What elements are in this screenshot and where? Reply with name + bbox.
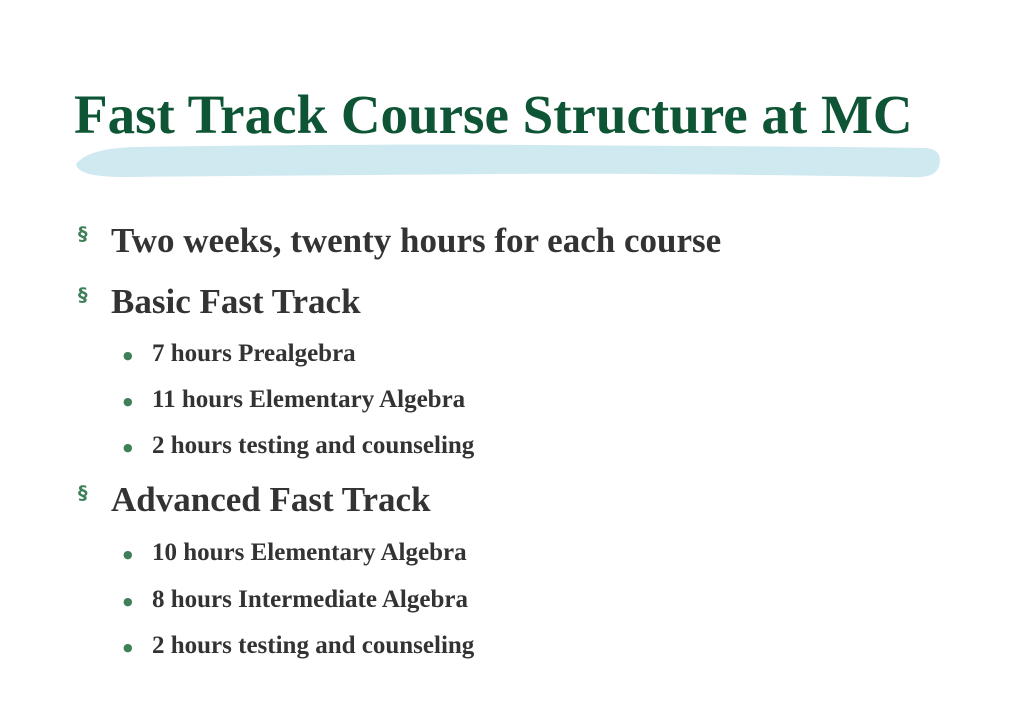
sub-bullet-text: 2 hours testing and counseling — [152, 632, 475, 659]
sub-bullet-text: 8 hours Intermediate Algebra — [152, 586, 468, 613]
section-bullet-icon: § — [78, 284, 88, 306]
section-bullet-icon: § — [78, 482, 88, 504]
slide-title: Fast Track Course Structure at MC — [74, 84, 913, 145]
dot-bullet-icon: ● — [123, 595, 133, 608]
dot-bullet-icon: ● — [123, 395, 133, 408]
bullet-text: Two weeks, twenty hours for each course — [111, 221, 722, 260]
bullet-text: Basic Fast Track — [111, 282, 361, 321]
dot-bullet-icon: ● — [123, 441, 133, 454]
dot-bullet-icon: ● — [123, 548, 133, 561]
bullet-text: Advanced Fast Track — [111, 480, 431, 519]
dot-bullet-icon: ● — [123, 349, 133, 362]
sub-bullet-text: 11 hours Elementary Algebra — [152, 386, 466, 413]
sub-bullet-text: 10 hours Elementary Algebra — [152, 539, 467, 566]
section-bullet-icon: § — [78, 223, 88, 245]
sub-bullet-text: 2 hours testing and counseling — [152, 432, 475, 459]
dot-bullet-icon: ● — [123, 641, 133, 654]
sub-bullet-text: 7 hours Prealgebra — [152, 340, 356, 367]
